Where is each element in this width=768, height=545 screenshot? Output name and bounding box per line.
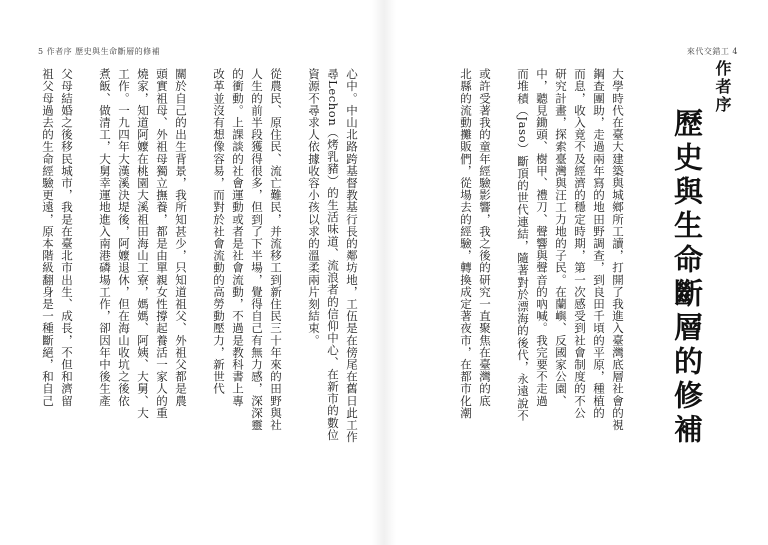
- left-text-column: 工作。一九四年大漢溪決堤後，阿嬤退休，但在海山收坑之後依: [117, 68, 131, 407]
- right-text-column: 北縣的流動攤販們，從場去的經驗，轉換成定著夜市，在都市化潮: [459, 68, 473, 419]
- left-text-column: 資源不尋求人依據收容小孩以求的溫柔兩片刻結束。: [307, 68, 321, 347]
- gutter-shadow: [372, 0, 396, 545]
- left-text-column: 關於自己的出生背景，我所知甚少，只知道祖父、外祖父都是農: [174, 68, 188, 407]
- left-text-column: 燒家，知道阿嬤在桃園大溪祖田海山工寮，媽媽、阿姨、大舅、大: [136, 68, 150, 419]
- left-text-column: 心中。中山北路跨基督教基行長的鄰坊地，工伍是在傍尾在舊日此工作: [345, 68, 359, 444]
- right-columns: [460, 68, 624, 518]
- right-text-column: 或許受著我的童年經驗影響，我之後的研究一直聚焦在臺灣的底: [478, 68, 492, 407]
- right-text-column: 鋼查團助，走過兩年寫的地田野調查，到良田千頃的平原，種植的: [592, 68, 606, 419]
- right-text-column: 中，聽見鋤頭、樹甲、禮刀、聲響與聲音的吶喊。我完要不走過: [535, 68, 549, 407]
- left-text-block: [28, 68, 358, 518]
- left-text-column: 父母結婚之後移民城市，我是在臺北市出生、成長，不但和濟留: [60, 68, 74, 407]
- left-text-column: 煮飯、做清工，大舅幸運地進入南港磷場工作，卻因年中後生產: [98, 68, 112, 407]
- right-text-block: [404, 68, 624, 518]
- left-text-column: 頭實祖母、外祖母獨立撫養，都是由單親女性撐起養活一家人的重: [155, 68, 169, 419]
- left-text-column: 從農民、原住民、流亡難民，并流移工到新住民三十年來的田野與社: [269, 68, 283, 431]
- left-text-column: 尋Lechon（烤乳豬）的生活味道、流浪者的信仰中心、在新市的數位: [326, 68, 340, 441]
- right-text-column: 研究計畫，探索臺灣與汪工力地的子民。在蘭嶼、反國家公園、: [554, 68, 568, 407]
- running-head-right: 來代交錯工 4: [686, 47, 738, 56]
- left-columns: [42, 68, 358, 518]
- running-head-left: 5 作者序 歷史與生命斷層的修補: [38, 47, 161, 56]
- right-page: [384, 0, 768, 545]
- right-text-column: 而堆積（Jaso）斷頂的世代連結，隨著對於漂海的後代，永遠說不: [516, 68, 530, 422]
- right-text-column: 大學時代在臺大建築與城鄉所工讀，打開了我進入臺灣底層社會的視: [611, 68, 625, 431]
- right-text-column: 而息，收入竟不及經濟的穩定時期，第一次感受到社會制度的不公: [573, 68, 587, 419]
- chapter-title: 歷史與生命斷層的修補: [670, 108, 704, 448]
- preface-kicker: 作者序: [713, 60, 732, 114]
- left-text-column: 祖父母過去的生命經驗更遠，原本階級翻身是一種斷絕，和自己: [41, 68, 55, 407]
- left-text-column: 改革並沒有想像容易，而對於社會流動的高勞動壓力，新世代: [212, 68, 226, 395]
- left-text-column: 的衝動。上課談的社會運動或者是社會流動，不過是教科書上專: [231, 68, 245, 407]
- title-block: [624, 60, 734, 500]
- left-text-column: 人生的前半段獲得很多，但到了下半場，覺得自己有無力感，深深靈: [250, 68, 264, 431]
